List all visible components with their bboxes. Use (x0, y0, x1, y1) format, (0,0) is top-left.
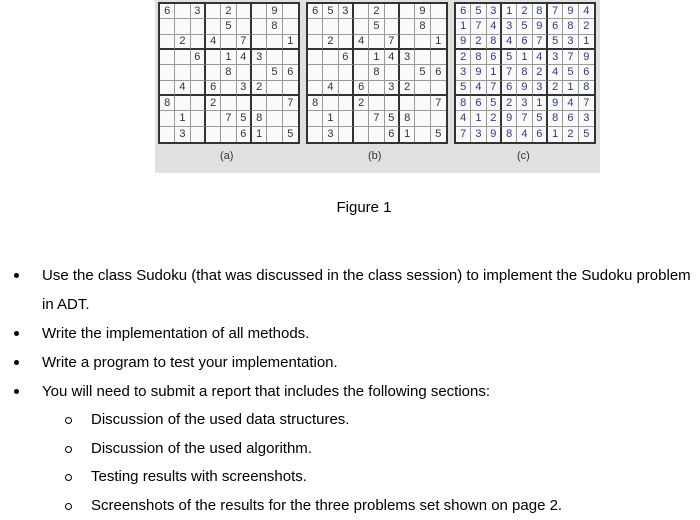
sudoku-cell (431, 4, 446, 19)
sudoku-cell (221, 96, 236, 111)
sudoku-cell: 8 (533, 4, 548, 19)
sudoku-cell: 8 (548, 111, 563, 126)
sudoku-cell (237, 4, 252, 19)
sudoku-cell: 3 (191, 4, 206, 19)
caption-c: (c) (517, 150, 530, 162)
sudoku-cell: 6 (308, 4, 323, 19)
sudoku-cell (431, 111, 446, 126)
sudoku-cell (283, 111, 298, 126)
sudoku-cell (354, 65, 369, 80)
sudoku-cell: 4 (237, 50, 252, 65)
sudoku-cell: 8 (502, 127, 517, 142)
sudoku-cell: 2 (502, 96, 517, 111)
sudoku-cell: 9 (563, 4, 578, 19)
sudoku-cell (267, 81, 282, 96)
sudoku-cell (400, 65, 415, 80)
sudoku-cell (354, 4, 369, 19)
sudoku-cell: 2 (221, 4, 236, 19)
sudoku-cell: 5 (283, 127, 298, 142)
sudoku-cell (339, 65, 354, 80)
sub-bullet-text: Discussion of the used data structures. (91, 406, 700, 435)
sudoku-cell (339, 127, 354, 142)
sudoku-cell: 8 (221, 65, 236, 80)
sudoku-cell (175, 50, 190, 65)
sudoku-cell: 2 (517, 4, 532, 19)
sudoku-cell: 2 (175, 35, 190, 50)
sudoku-cell: 5 (221, 19, 236, 34)
sudoku-cell: 4 (533, 50, 548, 65)
sudoku-cell: 3 (487, 4, 502, 19)
sudoku-cell: 5 (456, 81, 471, 96)
sudoku-cell: 7 (548, 4, 563, 19)
sudoku-cell: 2 (206, 96, 221, 111)
sudoku-cell: 7 (385, 35, 400, 50)
sudoku-cell: 3 (471, 127, 486, 142)
sudoku-cell: 8 (369, 65, 384, 80)
sudoku-cell (323, 19, 338, 34)
sudoku-cell: 5 (533, 111, 548, 126)
sudoku-cell (283, 81, 298, 96)
figure-panel (155, 0, 600, 173)
sudoku-cell: 8 (415, 19, 430, 34)
sudoku-cell: 7 (221, 111, 236, 126)
sudoku-cell: 9 (502, 111, 517, 126)
sudoku-cell: 8 (579, 81, 594, 96)
sudoku-cell: 3 (385, 81, 400, 96)
sudoku-cell (400, 19, 415, 34)
sudoku-cell (160, 111, 175, 126)
sudoku-cell: 1 (548, 127, 563, 142)
sudoku-cell (415, 127, 430, 142)
sudoku-cell (191, 19, 206, 34)
sudoku-cell: 8 (471, 50, 486, 65)
sudoku-cell: 7 (579, 96, 594, 111)
sudoku-cell (160, 19, 175, 34)
sudoku-cell: 1 (369, 50, 384, 65)
sudoku-cell: 7 (431, 96, 446, 111)
sudoku-cell (252, 35, 267, 50)
sudoku-cell: 9 (267, 4, 282, 19)
sudoku-cell: 4 (206, 35, 221, 50)
sudoku-cell: 8 (400, 111, 415, 126)
bullet-item (0, 319, 700, 348)
sudoku-cell (237, 19, 252, 34)
sudoku-cell: 5 (487, 96, 502, 111)
sudoku-cell (369, 35, 384, 50)
sudoku-cell: 3 (502, 19, 517, 34)
sudoku-cell (339, 19, 354, 34)
sudoku-grid-b (306, 2, 448, 144)
sudoku-cell: 9 (548, 96, 563, 111)
sudoku-cell: 6 (502, 81, 517, 96)
sudoku-cell (191, 81, 206, 96)
sudoku-cell: 1 (252, 127, 267, 142)
sudoku-cell (191, 127, 206, 142)
sudoku-cell: 1 (456, 19, 471, 34)
sudoku-cell (160, 81, 175, 96)
sudoku-cell: 4 (354, 35, 369, 50)
sudoku-cell: 6 (385, 127, 400, 142)
sudoku-cell: 9 (533, 19, 548, 34)
sudoku-cell (339, 111, 354, 126)
sudoku-cell: 1 (400, 127, 415, 142)
sudoku-cell (323, 65, 338, 80)
sudoku-cell (339, 81, 354, 96)
sudoku-cell: 3 (400, 50, 415, 65)
sudoku-cell (252, 96, 267, 111)
sudoku-cell (400, 35, 415, 50)
sudoku-cell: 8 (160, 96, 175, 111)
sudoku-cell: 6 (431, 65, 446, 80)
sudoku-cell: 4 (548, 65, 563, 80)
sudoku-cell: 2 (323, 35, 338, 50)
sudoku-cell: 3 (237, 81, 252, 96)
bullet-text: You will need to submit a report that includes the following sections: (42, 377, 700, 406)
sudoku-cell (206, 19, 221, 34)
sudoku-cell: 6 (487, 50, 502, 65)
sudoku-cell: 1 (283, 35, 298, 50)
sudoku-cell (221, 127, 236, 142)
sudoku-cell: 6 (283, 65, 298, 80)
sudoku-cell (415, 96, 430, 111)
sudoku-cell (354, 50, 369, 65)
sudoku-cell (369, 96, 384, 111)
sudoku-cell (385, 19, 400, 34)
sudoku-cell: 3 (548, 50, 563, 65)
sudoku-cell: 6 (339, 50, 354, 65)
sub-bullet-item (0, 435, 700, 464)
sudoku-cell: 1 (323, 111, 338, 126)
sub-bullet-text: Testing results with screenshots. (91, 463, 700, 492)
sudoku-cell: 6 (191, 50, 206, 65)
sudoku-grid-c (454, 2, 596, 144)
sudoku-cell: 4 (323, 81, 338, 96)
sudoku-cell (308, 65, 323, 80)
sudoku-cell: 7 (283, 96, 298, 111)
sub-bullet-text: Discussion of the used algorithm. (91, 435, 700, 464)
sudoku-cell (221, 35, 236, 50)
sudoku-cell: 5 (415, 65, 430, 80)
sudoku-cell: 6 (471, 96, 486, 111)
sudoku-cell: 1 (517, 50, 532, 65)
sudoku-cell (415, 50, 430, 65)
sudoku-cell (385, 4, 400, 19)
sudoku-cell: 1 (502, 4, 517, 19)
sudoku-cell: 3 (517, 96, 532, 111)
sudoku-cell: 5 (267, 65, 282, 80)
sudoku-cell (160, 50, 175, 65)
sudoku-cell: 1 (175, 111, 190, 126)
sudoku-cell (267, 96, 282, 111)
sudoku-cell (308, 111, 323, 126)
sudoku-cell (206, 65, 221, 80)
sudoku-cell: 5 (579, 127, 594, 142)
bullet-item (0, 261, 700, 319)
sudoku-cell (160, 65, 175, 80)
sudoku-cell (191, 35, 206, 50)
sudoku-cell (237, 96, 252, 111)
sudoku-cell: 7 (237, 35, 252, 50)
sub-bullet-item (0, 463, 700, 492)
sudoku-cell (252, 65, 267, 80)
sub-bullet-circle-icon (65, 446, 72, 453)
sudoku-cell: 5 (323, 4, 338, 19)
sudoku-cell (369, 127, 384, 142)
sudoku-grid-a (158, 2, 300, 144)
sudoku-cell: 7 (471, 19, 486, 34)
sub-bullet-circle-icon (65, 474, 72, 481)
sudoku-cell (267, 50, 282, 65)
sudoku-cell (175, 19, 190, 34)
bullet-text: Write the implementation of all methods. (42, 319, 700, 348)
sudoku-cell: 7 (487, 81, 502, 96)
sudoku-cell: 2 (252, 81, 267, 96)
caption-a: (a) (220, 150, 233, 162)
sudoku-cell (252, 19, 267, 34)
sudoku-cell (339, 96, 354, 111)
sudoku-cell: 3 (579, 111, 594, 126)
sudoku-cell (160, 127, 175, 142)
bullet-text: Use the class Sudoku (that was discussed in the class session) to implement the Sudoku problem in ADT. (42, 261, 700, 319)
sudoku-cell (339, 35, 354, 50)
sudoku-cell (431, 19, 446, 34)
bullet-dot-icon (14, 273, 19, 278)
sudoku-cell: 8 (267, 19, 282, 34)
sudoku-cell (283, 19, 298, 34)
sudoku-cell: 4 (517, 127, 532, 142)
sudoku-cell (237, 65, 252, 80)
sudoku-cell: 7 (563, 50, 578, 65)
sudoku-cell (323, 96, 338, 111)
sudoku-cell: 3 (323, 127, 338, 142)
sudoku-cell: 4 (563, 96, 578, 111)
sudoku-cell (369, 81, 384, 96)
sudoku-cell: 6 (579, 65, 594, 80)
sudoku-cell (431, 81, 446, 96)
sudoku-cell: 7 (502, 65, 517, 80)
bullet-dot-icon (14, 331, 19, 336)
sudoku-cell: 6 (237, 127, 252, 142)
sudoku-cell (191, 65, 206, 80)
sudoku-cell: 5 (237, 111, 252, 126)
sudoku-cell: 7 (533, 35, 548, 50)
sudoku-cell: 1 (471, 111, 486, 126)
sudoku-cell (206, 127, 221, 142)
sudoku-cell: 4 (579, 4, 594, 19)
sudoku-cell: 5 (385, 111, 400, 126)
sudoku-cell: 4 (175, 81, 190, 96)
sudoku-cell (308, 19, 323, 34)
sudoku-cell: 4 (502, 35, 517, 50)
sudoku-cell: 1 (563, 81, 578, 96)
sudoku-cell: 9 (517, 81, 532, 96)
sudoku-cell: 7 (517, 111, 532, 126)
sudoku-cell (175, 96, 190, 111)
sudoku-cell (252, 4, 267, 19)
instruction-list (0, 261, 700, 520)
sudoku-cell: 8 (456, 96, 471, 111)
sudoku-cell: 9 (415, 4, 430, 19)
sudoku-cell (385, 96, 400, 111)
sudoku-cell: 8 (563, 19, 578, 34)
sudoku-cell (283, 4, 298, 19)
sudoku-cell: 2 (400, 81, 415, 96)
sudoku-cell: 8 (517, 65, 532, 80)
sudoku-cell (431, 50, 446, 65)
sub-bullet-item (0, 406, 700, 435)
sudoku-cell: 3 (533, 81, 548, 96)
sudoku-cell (354, 19, 369, 34)
sudoku-cell: 2 (354, 96, 369, 111)
sudoku-cell: 7 (369, 111, 384, 126)
bullet-dot-icon (14, 360, 19, 365)
sudoku-cell: 1 (221, 50, 236, 65)
sudoku-cell (191, 111, 206, 126)
sudoku-cell: 2 (487, 111, 502, 126)
sudoku-cell (400, 96, 415, 111)
caption-b: (b) (368, 150, 381, 162)
figure-title: Figure 1 (0, 199, 700, 216)
sudoku-cell: 9 (471, 65, 486, 80)
sudoku-cell: 4 (385, 50, 400, 65)
sudoku-cell (267, 111, 282, 126)
bullet-item (0, 377, 700, 406)
sudoku-cell: 9 (456, 35, 471, 50)
sudoku-cell (415, 81, 430, 96)
sudoku-cell: 8 (308, 96, 323, 111)
sudoku-cell: 4 (456, 111, 471, 126)
sudoku-cell: 5 (517, 19, 532, 34)
sudoku-cell: 4 (487, 19, 502, 34)
sub-bullet-item (0, 492, 700, 520)
sudoku-cell: 6 (354, 81, 369, 96)
sudoku-cell: 1 (431, 35, 446, 50)
sudoku-cell: 6 (160, 4, 175, 19)
sudoku-cell: 5 (471, 4, 486, 19)
sudoku-cell: 1 (533, 96, 548, 111)
sudoku-cell (206, 111, 221, 126)
sudoku-cell: 8 (252, 111, 267, 126)
bullet-item (0, 348, 700, 377)
sudoku-cell: 9 (487, 127, 502, 142)
sudoku-cell: 2 (456, 50, 471, 65)
sudoku-cell: 2 (533, 65, 548, 80)
sudoku-cell: 6 (206, 81, 221, 96)
sudoku-cell: 2 (471, 35, 486, 50)
sudoku-cell (206, 4, 221, 19)
sudoku-cell: 1 (579, 35, 594, 50)
sudoku-cell: 2 (563, 127, 578, 142)
sudoku-cell: 8 (487, 35, 502, 50)
sudoku-cell: 5 (431, 127, 446, 142)
sudoku-cell: 4 (471, 81, 486, 96)
sudoku-cell: 6 (548, 19, 563, 34)
sudoku-cell: 3 (175, 127, 190, 142)
sudoku-cell: 5 (548, 35, 563, 50)
sudoku-cell (415, 35, 430, 50)
sudoku-cell: 5 (369, 19, 384, 34)
sub-bullet-circle-icon (65, 417, 72, 424)
sudoku-cell (267, 127, 282, 142)
sudoku-cell (175, 65, 190, 80)
sudoku-cell: 1 (487, 65, 502, 80)
sudoku-cell (221, 81, 236, 96)
sudoku-cell: 2 (548, 81, 563, 96)
sudoku-cell: 5 (563, 65, 578, 80)
sudoku-cell (415, 111, 430, 126)
sudoku-cell: 3 (252, 50, 267, 65)
sudoku-cell (267, 35, 282, 50)
bullet-text: Write a program to test your implementation. (42, 348, 700, 377)
sub-bullet-text: Screenshots of the results for the three problems set shown on page 2. (91, 492, 700, 520)
sudoku-cell: 3 (456, 65, 471, 80)
sudoku-cell: 6 (563, 111, 578, 126)
sudoku-cell (308, 35, 323, 50)
sudoku-cell (206, 50, 221, 65)
sudoku-cell: 6 (456, 4, 471, 19)
sudoku-cell (283, 50, 298, 65)
sudoku-cell: 2 (579, 19, 594, 34)
sudoku-cell: 6 (533, 127, 548, 142)
sudoku-cell (175, 4, 190, 19)
sudoku-cell (191, 96, 206, 111)
sudoku-cell: 9 (579, 50, 594, 65)
sudoku-cell: 2 (369, 4, 384, 19)
sudoku-cell: 3 (339, 4, 354, 19)
sudoku-cell (323, 50, 338, 65)
sudoku-cell (385, 65, 400, 80)
bullet-dot-icon (14, 389, 19, 394)
sudoku-cell (308, 81, 323, 96)
sudoku-cell (400, 4, 415, 19)
sudoku-cell (354, 127, 369, 142)
sudoku-cell: 5 (502, 50, 517, 65)
sudoku-cell: 3 (563, 35, 578, 50)
sudoku-cell (308, 127, 323, 142)
sudoku-cell: 7 (456, 127, 471, 142)
sudoku-cell (308, 50, 323, 65)
sudoku-cell: 6 (517, 35, 532, 50)
sudoku-cell (160, 35, 175, 50)
sudoku-cell (354, 111, 369, 126)
sub-bullet-circle-icon (65, 503, 72, 510)
